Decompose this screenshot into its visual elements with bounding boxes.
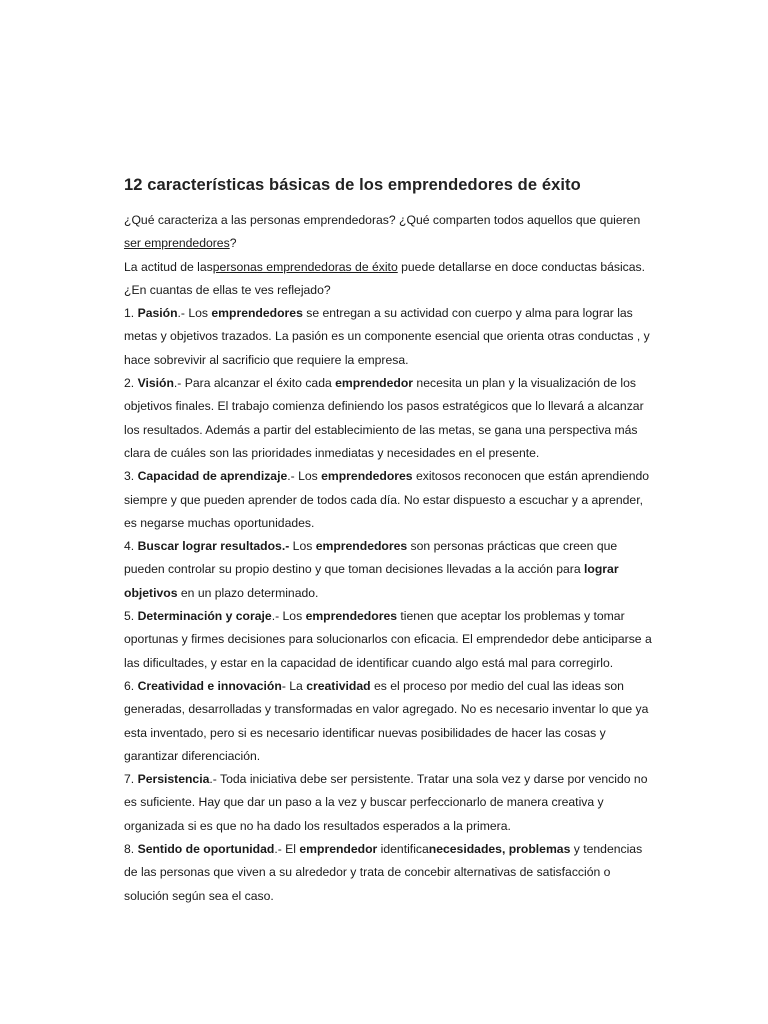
item-number: 3. [124,469,138,484]
item-text: - La [281,678,307,693]
item-bold-text: Persistencia [137,772,210,787]
item-bold-text: creatividad [306,678,371,693]
item-number: 1. [124,306,138,321]
item-text: en un plazo determinado. [177,585,319,600]
item-text: Los [289,539,316,554]
characteristic-item [124,465,654,535]
personas-emprendedoras-link[interactable]: personas emprendedoras de éxito [212,259,398,274]
item-bold-text: Capacidad de aprendizaje [137,469,288,484]
document-title: 12 características básicas de los emprendedores de éxito [124,176,581,194]
item-bold-text: lograr objetivos [124,562,619,600]
item-bold-text: Determinación y coraje [137,609,272,624]
item-bold-text: Visión [137,376,174,391]
characteristic-item [124,768,654,838]
item-bold-text: emprendedor [299,842,378,857]
item-number: 8. [124,842,138,857]
intro-paragraph [124,256,654,303]
item-text: .- Los [287,469,322,484]
item-number: 2. [124,376,138,391]
item-text: es el proceso por medio del cual las ideas son generadas, desarrolladas y transformadas en valor agregado. No es necesario inventar lo que ya esta inventado, pero si es necesario identificar nuevas posibilidades de hacer las cosas y garantizar diferenciación. [124,678,649,763]
intro-question-text: ¿Qué caracteriza a las personas emprendedoras? ¿Qué comparten todos aquellos que quieren [124,213,641,227]
intro-question-end: ? [229,236,237,251]
item-text: tienen que aceptar los problemas y tomar oportunas y firmes decisiones para solucionarlos con eficacia. El emprendedor debe anticiparse a las dificultades, y estar en la capacidad de identificar cuando algo está mal para corregirlo. [124,609,652,670]
ser-emprendedores-link[interactable]: ser emprendedores [124,236,230,251]
item-text: .- Toda iniciativa debe ser persistente. Tratar una sola vez y darse por vencido no es suficiente. Hay que dar un paso a la vez y buscar perfeccionarlo de manera creativa y organizada si es que no ha dado los resultados esperados a la primera. [124,772,648,833]
item-bold-text: Sentido de oportunidad [137,842,275,857]
item-text: .- Para alcanzar el éxito cada [173,376,336,391]
characteristic-item [124,675,654,768]
item-number: 5. [124,609,138,624]
item-bold-text: emprendedores [305,609,397,624]
item-bold-text: Buscar lograr resultados.- [137,539,290,554]
document-page [124,176,654,908]
characteristic-item [124,838,654,908]
item-bold-text: emprendedores [211,306,303,321]
item-text: .- El [274,842,300,857]
item-text: y tendencias de las personas que viven a su alrededor y trata de concebir alternativas de satisfacción o solución según sea el caso. [124,842,643,903]
item-bold-text: emprendedores [321,469,413,484]
characteristic-item [124,535,654,605]
characteristic-item [124,605,654,675]
item-bold-text: Creatividad e innovación [137,678,282,693]
intro-paragraph-start: La actitud de las [124,259,213,274]
item-text: .- Los [177,306,212,321]
item-text: .- Los [271,609,306,624]
item-number: 4. [124,539,138,554]
intro-paragraph-end: puede detallarse en doce conductas básicas. ¿En cuantas de ellas te ves reflejado? [124,259,646,297]
item-bold-text: necesidades, problemas [428,842,571,857]
item-bold-text: emprendedores [315,539,408,554]
intro-question [124,209,654,256]
item-text: se entregan a su actividad con cuerpo y alma para lograr las metas y objetivos trazados. La pasión es un componente esencial que orienta otras conductas , y hace sobrevivir al sacrificio que requiere la empresa. [124,306,650,367]
item-text: son personas prácticas que creen que pueden controlar su propio destino y que toman decisiones llevadas a la acción para [124,539,618,577]
item-number: 7. [124,772,138,787]
item-text: identifica [377,842,429,857]
item-text: necesita un plan y la visualización de los objetivos finales. El trabajo comienza definiendo los pasos estratégicos que lo llevará a alcanzar los resultados. Además a partir del establecimiento de las metas, se gana una perspectiva más clara de cuáles son las prioridades inmediatas y necesidades en el presente. [124,376,644,460]
characteristic-item [124,302,654,372]
characteristic-item [124,372,654,465]
item-bold-text: Pasión [137,306,178,321]
item-bold-text: emprendedor [335,376,414,391]
item-number: 6. [124,678,138,693]
item-text: exitosos reconocen que están aprendiendo siempre y que pueden aprender de todos cada día. No estar dispuesto a escuchar y a aprender, es negarse muchas oportunidades. [124,469,650,530]
characteristics-list [124,302,654,908]
